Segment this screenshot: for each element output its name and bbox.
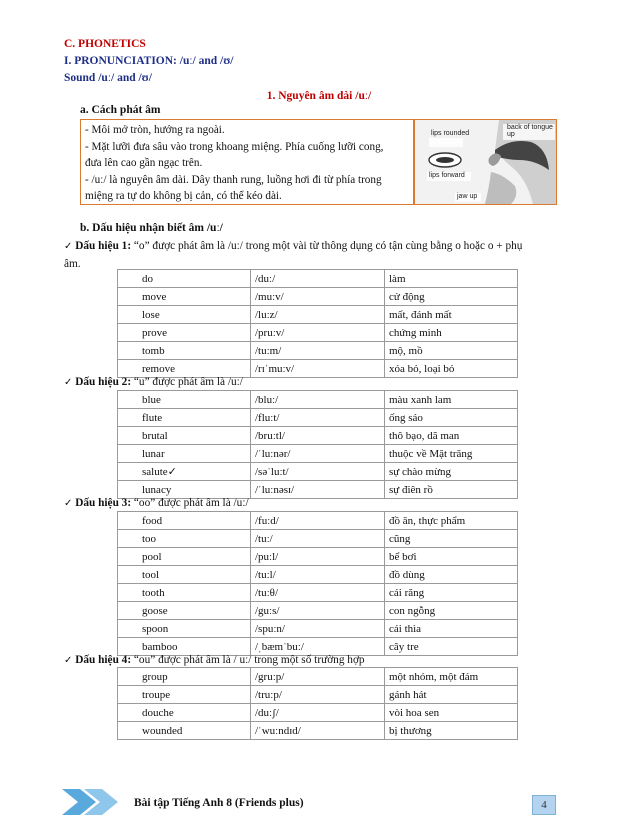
table-row (118, 342, 518, 360)
table-row (118, 566, 518, 584)
table-row (118, 602, 518, 620)
table-row (118, 704, 518, 722)
phonetics-heading: C. PHONETICS (64, 38, 146, 50)
table-row (118, 445, 518, 463)
table-row (118, 722, 518, 740)
meaning-cell: cái răng (385, 584, 518, 602)
word-cell: salute✓ (118, 463, 251, 481)
word-cell: remove (118, 360, 251, 378)
ipa-cell: /gruːp/ (251, 668, 385, 686)
word-cell: lose (118, 306, 251, 324)
pronunciation-heading: I. PRONUNCIATION: /uː/ and /ʊ/ (64, 55, 234, 67)
meaning-cell: bị thương (385, 722, 518, 740)
mouth-diagram-box (414, 119, 557, 205)
meaning-cell: sự điên rồ (385, 481, 518, 499)
ipa-cell: /fuːd/ (251, 512, 385, 530)
ipa-cell: /guːs/ (251, 602, 385, 620)
table-row (118, 584, 518, 602)
meaning-cell: làm (385, 270, 518, 288)
meaning-cell: con ngỗng (385, 602, 518, 620)
checkmark-icon: ✓ (64, 241, 73, 252)
subsection-a-title: a. Cách phát âm (80, 104, 161, 116)
box-line: miệng ra tự do không bị cản, có thể kéo dài. (85, 190, 282, 202)
ipa-cell: /puːl/ (251, 548, 385, 566)
table-row (118, 324, 518, 342)
meaning-cell: vòi hoa sen (385, 704, 518, 722)
sign-2-label: Dấu hiệu 2: (75, 376, 132, 388)
ipa-cell: /tuːl/ (251, 566, 385, 584)
table-row (118, 288, 518, 306)
box-line: - /uː/ là nguyên âm dài. Dây thanh rung, luồng hơi đi từ phía trong (85, 173, 382, 186)
ipa-cell: /səˈluːt/ (251, 463, 385, 481)
ipa-cell: /truːp/ (251, 686, 385, 704)
ipa-cell: /luːz/ (251, 306, 385, 324)
meaning-cell: cái thìa (385, 620, 518, 638)
word-cell: wounded (118, 722, 251, 740)
ipa-cell: /tuːm/ (251, 342, 385, 360)
word-cell: goose (118, 602, 251, 620)
meaning-cell: thô bạo, dã man (385, 427, 518, 445)
ipa-cell: /spuːn/ (251, 620, 385, 638)
table-row (118, 270, 518, 288)
meaning-cell: mộ, mồ (385, 342, 518, 360)
sign-4-label: Dấu hiệu 4: (75, 654, 132, 666)
sound-heading: Sound /uː/ and /ʊ/ (64, 72, 152, 84)
meaning-cell: mất, đánh mất (385, 306, 518, 324)
ipa-cell: /tuːθ/ (251, 584, 385, 602)
sign-2-table (117, 390, 518, 499)
back-of-tongue-label: back of tongue up (507, 124, 553, 138)
word-cell: blue (118, 391, 251, 409)
word-cell: bamboo (118, 638, 251, 656)
word-cell: move (118, 288, 251, 306)
table-row (118, 548, 518, 566)
sign-1-label: Dấu hiệu 1: (75, 240, 132, 252)
sign-3-table (117, 511, 518, 656)
table-row (118, 409, 518, 427)
table-row (118, 306, 518, 324)
word-cell: group (118, 668, 251, 686)
lips-forward-label: lips forward (429, 172, 465, 179)
table-row (118, 463, 518, 481)
ipa-cell: /bluː/ (251, 391, 385, 409)
ipa-cell: /muːv/ (251, 288, 385, 306)
sign-1-line (64, 236, 584, 257)
word-cell: too (118, 530, 251, 548)
word-cell: flute (118, 409, 251, 427)
meaning-cell: bể bơi (385, 548, 518, 566)
sign-1-line-2: âm. (64, 258, 81, 270)
page-number: 4 (532, 795, 556, 815)
sign-1-table (117, 269, 518, 378)
table-row (118, 668, 518, 686)
pronunciation-description-box (80, 119, 414, 205)
word-cell: lunar (118, 445, 251, 463)
book-title: Bài tập Tiếng Anh 8 (Friends plus) (134, 797, 304, 809)
meaning-cell: một nhóm, một đám (385, 668, 518, 686)
sign-4-table (117, 667, 518, 740)
word-cell: tool (118, 566, 251, 584)
meaning-cell: ống sáo (385, 409, 518, 427)
sign-2-text: “u” được phát âm là /uː/ (131, 376, 243, 388)
sign-4-text: “ou” được phát âm là / uː/ trong một số trường hợp (131, 654, 365, 666)
meaning-cell: thuộc về Mặt trăng (385, 445, 518, 463)
sign-3-label: Dấu hiệu 3: (75, 497, 132, 509)
meaning-cell: xóa bỏ, loại bỏ (385, 360, 518, 378)
meaning-cell: sự chào mừng (385, 463, 518, 481)
meaning-cell: cử động (385, 288, 518, 306)
section-title: 1. Nguyên âm dài /uː/ (266, 90, 372, 102)
word-cell: troupe (118, 686, 251, 704)
lips-rounded-label: lips rounded (431, 130, 470, 137)
box-line: - Mặt lưỡi đưa sâu vào trong khoang miệng. Phía cuống lưỡi cong, (85, 140, 384, 153)
meaning-cell: cũng (385, 530, 518, 548)
ipa-cell: /fluːt/ (251, 409, 385, 427)
ipa-cell: /pruːv/ (251, 324, 385, 342)
word-cell: brutal (118, 427, 251, 445)
word-cell: tomb (118, 342, 251, 360)
table-row (118, 512, 518, 530)
table-row (118, 427, 518, 445)
word-cell: douche (118, 704, 251, 722)
ipa-cell: /ˈluːnəsɪ/ (251, 481, 385, 499)
meaning-cell: cây tre (385, 638, 518, 656)
checkmark-icon: ✓ (64, 498, 73, 509)
ipa-cell: /duːʃ/ (251, 704, 385, 722)
meaning-cell: gánh hát (385, 686, 518, 704)
ipa-cell: /tuː/ (251, 530, 385, 548)
sign-1-text: “o” được phát âm là /uː/ trong một vài từ thông dụng có tận cùng bằng o hoặc o + phụ (131, 240, 523, 252)
box-line: - Môi mở tròn, hướng ra ngoài. (85, 124, 225, 136)
word-cell: food (118, 512, 251, 530)
meaning-cell: chứng minh (385, 324, 518, 342)
meaning-cell: đồ dùng (385, 566, 518, 584)
table-row (118, 530, 518, 548)
jaw-up-label: jaw up (457, 193, 478, 200)
word-cell: tooth (118, 584, 251, 602)
table-row (118, 620, 518, 638)
ipa-cell: /bruːtl/ (251, 427, 385, 445)
ipa-cell: /ˈluːnər/ (251, 445, 385, 463)
table-row (118, 391, 518, 409)
meaning-cell: màu xanh lam (385, 391, 518, 409)
word-cell: prove (118, 324, 251, 342)
table-row (118, 686, 518, 704)
ipa-cell: /ˌbæmˈbuː/ (251, 638, 385, 656)
ipa-cell: /rɪˈmuːv/ (251, 360, 385, 378)
word-cell: spoon (118, 620, 251, 638)
checkmark-icon: ✓ (64, 377, 73, 388)
word-cell: do (118, 270, 251, 288)
word-cell: lunacy (118, 481, 251, 499)
box-line: đưa lên cao gần ngạc trên. (85, 157, 203, 169)
double-chevron-right-icon (62, 789, 124, 815)
ipa-cell: /duː/ (251, 270, 385, 288)
sign-3-text: “oo” được phát âm là /uː/ (131, 497, 249, 509)
checkmark-icon: ✓ (64, 655, 73, 666)
subsection-b-title: b. Dấu hiệu nhận biết âm /uː/ (80, 222, 223, 234)
meaning-cell: đồ ăn, thực phẩm (385, 512, 518, 530)
ipa-cell: /ˈwuːndɪd/ (251, 722, 385, 740)
word-cell: pool (118, 548, 251, 566)
